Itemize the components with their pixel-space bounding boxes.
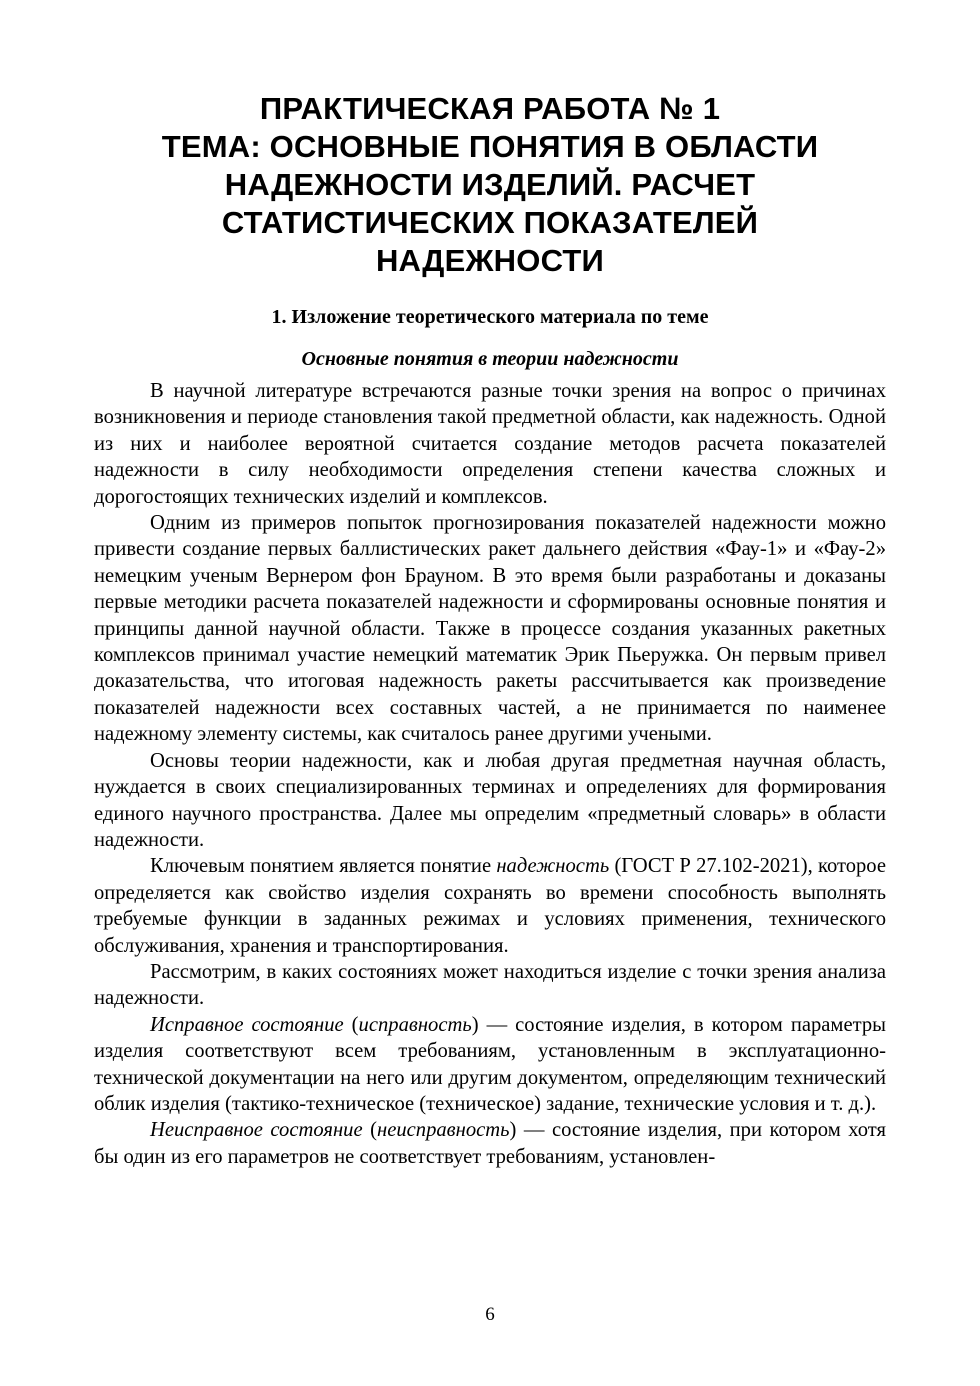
body-text [94, 378, 886, 1170]
paragraph [94, 853, 886, 959]
paragraph-text: (ГОСТ Р 27.102-2021), которое определяется как свойство изделия сохранять во времени способность выполнять требуемые функции в заданных режимах и условиях применения, технического обслуживания, хранения и транспортирования. [94, 855, 886, 957]
title-line: СТАТИСТИЧЕСКИХ ПОКАЗАТЕЛЕЙ [221, 205, 759, 240]
paragraph: Одним из примеров попыток прогнозирования показателей надежности можно привести создание первых баллистических ракет дальнего действия «Фау-1» и «Фау-2» немецким ученым Вернером фон Брауном. В это время были разработаны и доказаны первые методики расчета показателей надежности и сформированы основные понятия и принципы данной научной области. Также в процессе создания указанных ракетных комплексов принимал участие немецкий математик Эрик Пьеружка. Он первым привел доказательства, что итоговая надежность ракеты рассчитывается как произведение показателей надежности всех составных частей, а не принимается по наименее надежному элементу системы, как считалось ранее другими учеными. [94, 512, 886, 746]
page-number: 6 [485, 1304, 495, 1325]
subheading: Основные понятия в теории надежности [301, 348, 679, 370]
paragraph: В научной литературе встречаются разные точки зрения на вопрос о причинах возникновения и периоде становления такой предметной области, как надежность. Одной из них и наиболее вероятной считается создание методов расчета показателей надежности в силу необходимости определения степени качества сложных и дорогостоящих технических изделий и комплексов. [94, 380, 886, 508]
paragraph-text: ( [362, 1119, 377, 1142]
title-line: ТЕМА: ОСНОВНЫЕ ПОНЯТИЯ В ОБЛАСТИ [161, 129, 819, 164]
term-serviceable-state: Исправное состояние [150, 1013, 344, 1036]
term-reliability: надежность [496, 855, 610, 878]
paragraph-text: ) — состояние изделия, в котором параметры изделия соответствуют всем требованиям, установленным в эксплуатационно-технической документации на него или другим документом, определяющим технический облик изделия (тактико-техническое (техническое) задание, технические условия и т. д.). [94, 1013, 886, 1115]
title-line: ПРАКТИЧЕСКАЯ РАБОТА № 1 [259, 91, 721, 126]
page-title [94, 90, 886, 280]
term-faulty-state: Неисправное состояние [150, 1119, 363, 1142]
paragraph [94, 1012, 886, 1118]
document-page [94, 90, 886, 1170]
paragraph-text: ) — состояние изделия, при котором хотя бы один из его параметров не соответствует требованиям, установлен- [94, 1119, 886, 1168]
paragraph: Рассмотрим, в каких состояниях может находиться изделие с точки зрения анализа надежности. [94, 960, 886, 1010]
term-serviceability: исправность [358, 1013, 472, 1036]
paragraph-text: Ключевым понятием является понятие [150, 855, 497, 878]
title-line: НАДЕЖНОСТИ ИЗДЕЛИЙ. РАСЧЕТ [224, 167, 756, 202]
paragraph: Основы теории надежности, как и любая другая предметная научная область, нуждается в своих специализированных терминах и определениях для формирования единого научного пространства. Далее мы определим «предметный словарь» в области надежности. [94, 749, 886, 851]
paragraph-text: ( [343, 1013, 359, 1036]
section-heading: 1. Изложение теоретического материала по теме [271, 306, 709, 328]
paragraph [94, 1117, 886, 1170]
term-fault: неисправность [376, 1119, 510, 1142]
title-line: НАДЕЖНОСТИ [375, 243, 605, 278]
